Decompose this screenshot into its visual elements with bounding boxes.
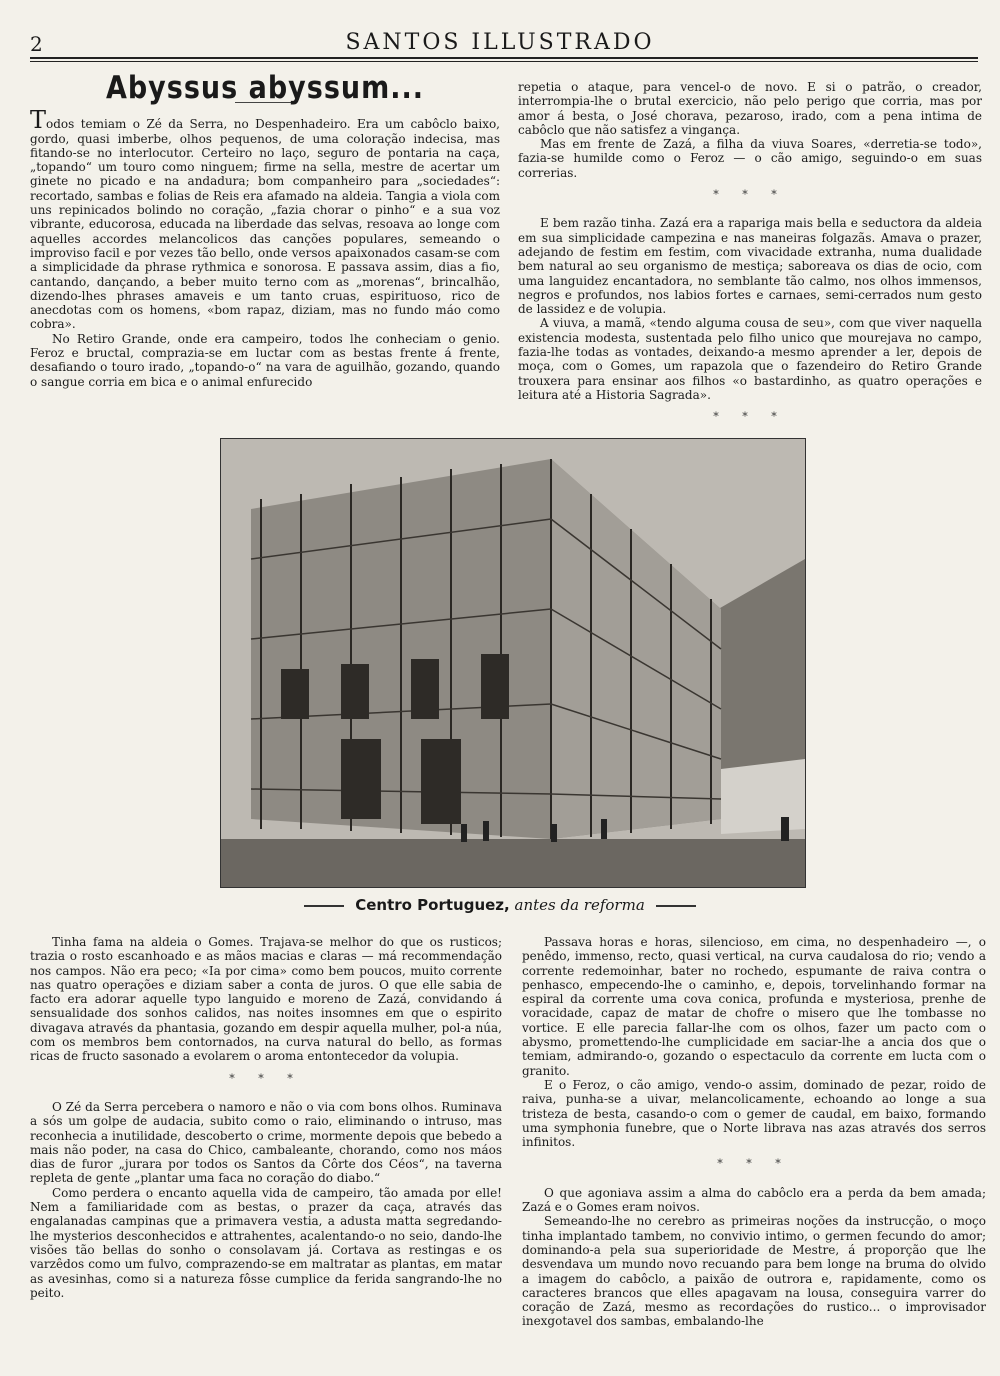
scaffolding-illustration [221,439,805,887]
article-title: Abyssus abyssum... [105,70,425,107]
paragraph: repetia o ataque, para vencel-o de novo. E si o patrão, o creador, interrompia-lhe o brutal exercicio, não pelo perigo que corria, mas por amor á besta, o José chorava, pezaroso, irado, com a pena intima de cabôclo que não satisfez a vingança. [518,80,982,137]
caption-subtitle: antes da reforma [514,896,645,914]
lower-right-column [522,935,986,1329]
paragraph: O Zé da Serra percebera o namoro e não o via com bons olhos. Ruminava a sós um golpe de audacia, subito como o raio, eliminando o intruso, mas reconhecia a inutilidade, descoberto o crime, mormente depois que bebedo a mais não poder, na casa do Chico, cambaleante, chorando, como nos máos dias de furor „jurara por todos os Santos da Côrte dos Céos“, na taverna repleta de gente „plantar uma faca no coração do diabo.“ [30,1099,502,1186]
lower-left-column [30,935,502,1300]
paragraph: O que agoniava assim a alma do cabôclo era a perda da bem amada; Zazá e o Gomes eram noivos. [522,1185,986,1215]
paragraph: Tinha fama na aldeia o Gomes. Trajava-se melhor do que os rusticos; trazia o rosto escanhoado e as mãos macias e claras — má recommendação nos campos. Não era peco; «Ia por cima» como bem poucos, muito corrente nas quatro operações e diziam saber a conta de juros. O que elle sabia de facto era adorar aquelle typo languido e moreno de Zazá, convidando á sensualidade dos sonhos calidos, nas noites insomnes em que o espirito divagava através da phantasia, gozando em despir aquella mulher, pol-a núa, com os membros bem contornados, na curva natural do bello, as formas ricas de fructo sasonado a evolarem o aroma entontecedor da volupia. [30,935,502,1064]
section-stars: * * * [713,410,787,424]
caption-flourish-right [656,905,696,907]
building-photo [220,438,806,888]
section-stars: * * * [713,188,787,202]
page-number: 2 [30,32,43,56]
paragraph: E bem razão tinha. Zazá era a rapariga mais bella e seductora da aldeia em sua simplicidade campezina e nas maneiras folgazãs. Amava o prazer, adejando de festim em festim, com vivacidade extranha, numa dualidade bem natural ao seu organismo de mestiça; saboreava os dias de ocio, com uma languidez encantadora, no semblante tão calmo, nos olhos immensos, negros e profundos, nos labios fortes e carnaes, semi-cerrados num gesto de lassidez e de volupia. [518,216,982,317]
section-stars: * * * [717,1157,791,1171]
section-stars: * * * [229,1071,303,1085]
paragraph: Todos temiam o Zé da Serra, no Despenhadeiro. Era um cabôclo baixo, gordo, quasi imberbe, olhos pequenos, de uma coloração indecisa, mas fitando-se no interlocutor. Certeiro no laço, seguro de pontaria na caça, „topando“ um touro como ninguem; firme na sella, mestre de acertar um ginete no picado e na andadura; bom companheiro para „sociedades“: recortado, sambas e folias de Reis era afamado na aldeia. Tangia a viola com uns repinicados bolindo no coração, „fazia chorar o pinho“ e a sua voz vibrante, educorosa, educada na liberdade das selvas, resoava ao longe com aquelles accordes melancolicos das canções populares, semeando o improviso facil e por vezes tão bello, onde versos apaixonados casam-se com a simplicidade da phrase rythmica e sonorosa. E passava assim, dias a fio, cantando, dançando, a beber muito terno com as „morenas“, brincalhão, dizendo-lhes phrases amaveis e um tanto cruas, espirituoso, rico de anecdotas com os homens, «bom rapaz, diziam, mas no fundo máo como cobra». [30,106,500,332]
caption-flourish-left [304,905,344,907]
masthead: SANTOS ILLUSTRADO [345,30,655,55]
caption-title: Centro Portuguez, [355,896,510,914]
upper-right-column [518,80,982,439]
header-rule-thin [30,61,978,62]
paragraph: Semeando-lhe no cerebro as primeiras noções da instrucção, o moço tinha implantado tambem, no convivio intimo, o germen fecundo do amor; dominando-a pela sua superioridade de Mestre, á proporção que lhe desvendava um mundo novo recuando para bem longe na bruma do olvido a imagem do cabôclo, a paixão de outrora e, rapidamente, como os caracteres brancos que elles apagavam na lousa, conseguira varrer do coração de Zazá, mesmo as recordações do rustico... o improvisador inexgotavel dos sambas, embalando-lhe [522,1214,986,1329]
paragraph: Mas em frente de Zazá, a filha da viuva Soares, «derretia-se todo», fazia-se humilde como o Feroz — o cão amigo, seguindo-o em suas correrias. [518,137,982,180]
drop-cap: T [30,106,47,135]
paragraph: Passava horas e horas, silencioso, em cima, no despenhadeiro —, o penêdo, immenso, recto, quasi vertical, na curva caudalosa do rio; vendo a corrente redemoinhar, bater no rochedo, espumante de raiva contra o penhasco, empecendo-lhe o caminho, e, depois, torvelinhando formar na espiral da corrente uma cova conica, profunda e mysteriosa, prenhe de voracidade, capaz de matar de chofre o misero que lhe tombasse no vortice. E elle parecia fallar-lhe com os olhos, fazer um pacto com o abysmo, promettendo-lhe cumplicidade em saciar-lhe a ancia dos que o temiam, admirando-o, gozando o espectaculo da corrente em lucta com o granito. [522,935,986,1078]
photo-caption [0,896,1000,914]
paragraph: A viuva, a mamã, «tendo alguma cousa de seu», com que viver naquella existencia modesta, sustentada pelo filho unico que mourejava no campo, fazia-lhe todas as vontades, deixando-a mesmo aprender a ler, depois de moça, com o Gomes, um rapazola que o fazendeiro do Retiro Grande trouxera para ensinar aos filhos «o bastardinho, as quatro operações e leitura até a Historia Sagrada». [518,316,982,402]
paragraph: No Retiro Grande, onde era campeiro, todos lhe conheciam o genio. Feroz e bructal, comprazia-se em luctar com as bestas frente á frente, desafiando o touro irado, „topando-o“ na vara de aguilhão, gozando, quando o sangue corria em bica e o animal enfurecido [30,331,500,389]
paragraph: E o Feroz, o cão amigo, vendo-o assim, dominado de pezar, roido de raiva, punha-se a uivar, melancolicamente, echoando ao longe a sua tristeza de besta, casando-o com o gemer de caudal, em baixo, formando uma symphonia funebre, que o Norte librava nas azas através dos serros infinitos. [522,1077,986,1150]
paragraph: Como perdera o encanto aquella vida de campeiro, tão amada por elle! Nem a familiaridade com as bestas, o prazer da caça, através das engalanadas campinas que a primavera vestia, a adusta matta segredando-lhe mysterios desconhecidos e attrahentes, acalentando-o no seio, dando-lhe visões tão bellas do sonho o consolavam já. Cortava as restingas e os varzêdos como um fulvo, comprazendo-se em maltratar as plantas, em matar as avesinhas, como si a natureza fôsse cumplice da ferida sangrando-lhe no peito. [30,1185,502,1300]
header-rule [30,57,978,59]
upper-left-column [30,68,500,389]
